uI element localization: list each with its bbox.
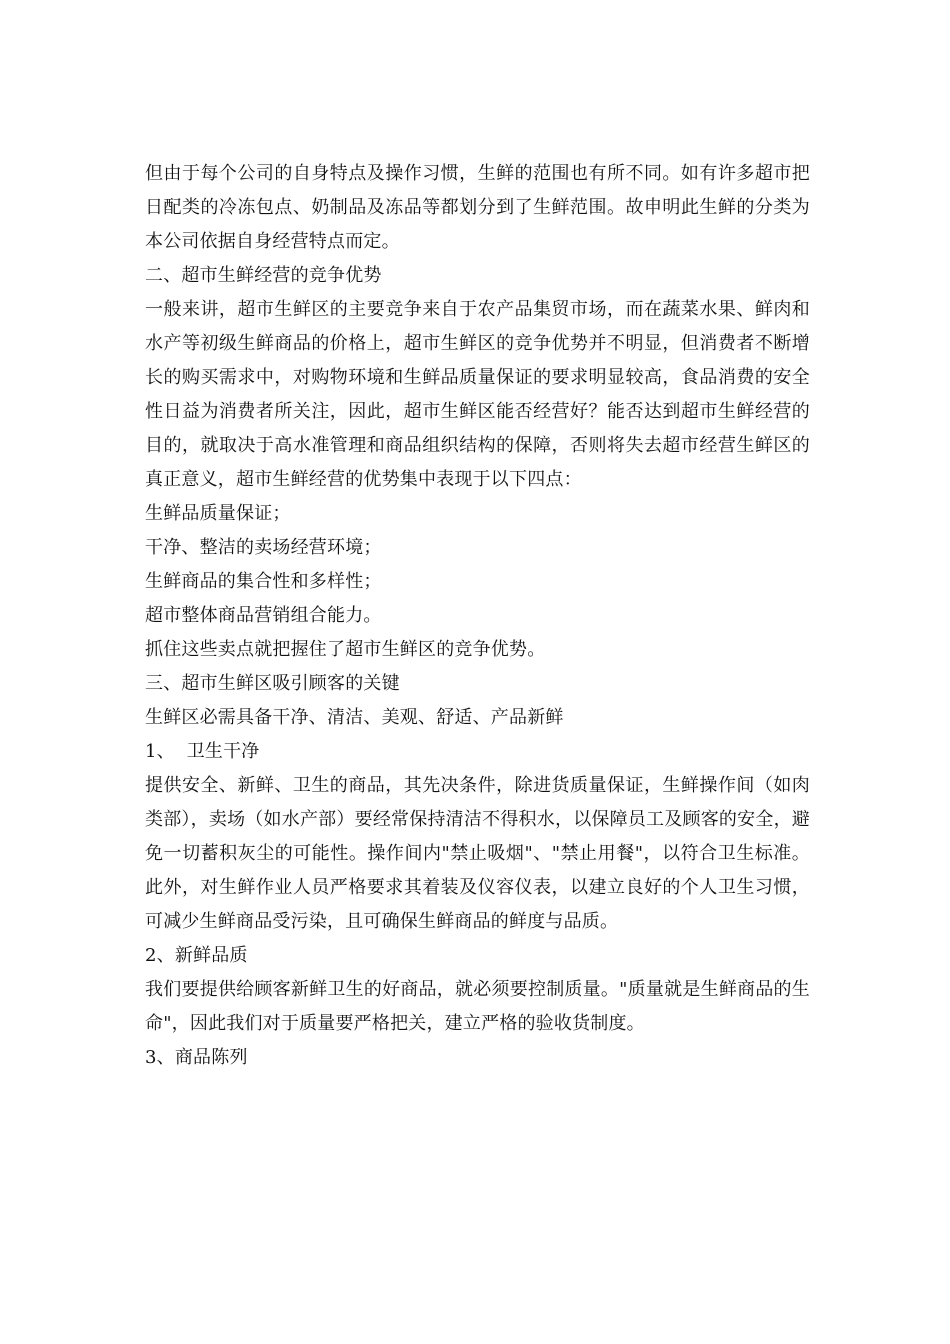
subheading-freshness: 2、新鲜品质 [145,945,248,966]
section-heading-2: 二、超市生鲜经营的竞争优势 [145,265,382,286]
subheading-hygiene: 1、 卫生干净 [145,741,260,762]
subheading-display: 3、商品陈列 [145,1047,248,1068]
list-item-variety: 生鲜商品的集合性和多样性； [145,571,382,592]
paragraph-summary: 抓住这些卖点就把握住了超市生鲜区的竞争优势。 [145,639,546,660]
paragraph-freshness: 我们要提供给顾客新鲜卫生的好商品，就必须要控制质量。"质量就是生鲜商品的生命"，因此我们对于质量要严格把关，建立严格的验收货制度。 [145,979,810,1034]
paragraph-intro: 但由于每个公司的自身特点及操作习惯，生鲜的范围也有所不同。如有许多超市把日配类的冷冻包点、奶制品及冻品等都划分到了生鲜范围。故申明此生鲜的分类为本公司依据自身经营特点而定。 [145,163,810,252]
list-item-environment: 干净、整洁的卖场经营环境； [145,537,382,558]
list-item-quality: 生鲜品质量保证； [145,503,291,524]
list-item-marketing: 超市整体商品营销组合能力。 [145,605,382,626]
section-heading-3: 三、超市生鲜区吸引顾客的关键 [145,673,400,694]
paragraph-requirements: 生鲜区必需具备干净、清洁、美观、舒适、产品新鲜 [145,707,564,728]
paragraph-hygiene: 提供安全、新鲜、卫生的商品，其先决条件，除进货质量保证，生鲜操作间（如肉类部），卖场（如水产部）要经常保持清洁不得积水，以保障员工及顾客的安全，避免一切蓄积灰尘的可能性。操作间内"禁止吸烟"、"禁止用餐"，以符合卫生标准。此外，对生鲜作业人员严格要求其着装及仪容仪表，以建立良好的个人卫生习惯，可减少生鲜商品受污染，且可确保生鲜商品的鲜度与品质。 [145,775,810,932]
paragraph-competition: 一般来讲，超市生鲜区的主要竞争来自于农产品集贸市场，而在蔬菜水果、鲜肉和水产等初级生鲜商品的价格上，超市生鲜区的竞争优势并不明显，但消费者不断增长的购买需求中，对购物环境和生鲜品质量保证的要求明显较高，食品消费的安全性日益为消费者所关注，因此，超市生鲜区能否经营好？能否达到超市生鲜经营的目的，就取决于高水准管理和商品组织结构的保障，否则将失去超市经营生鲜区的真正意义，超市生鲜经营的优势集中表现于以下四点： [145,299,810,490]
document-body [145,157,810,1075]
